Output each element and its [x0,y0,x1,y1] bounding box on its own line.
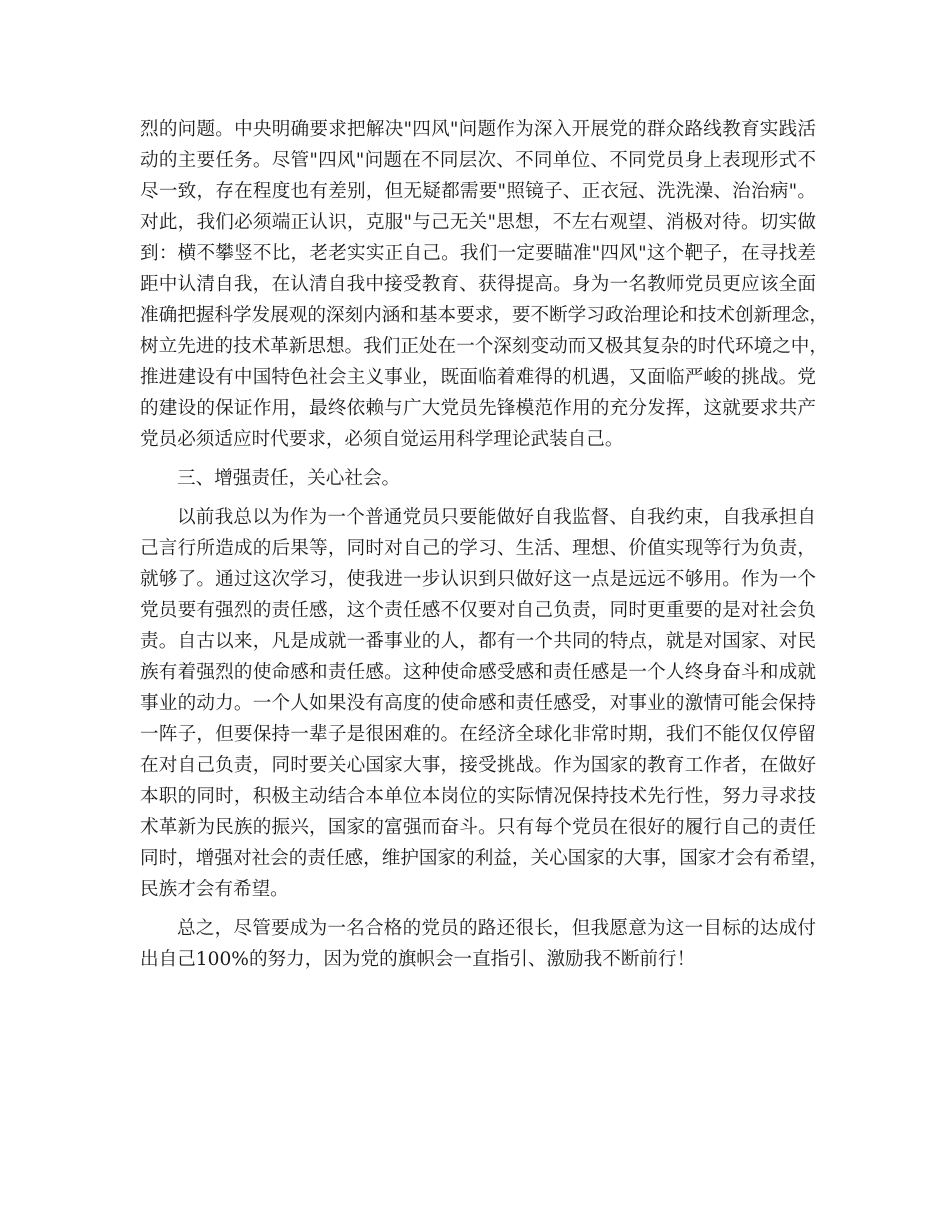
text-line: 烈的问题。中央明确要求把解决"四风"问题作为深入开展党的群众路线教育实践活 [140,119,816,140]
text-line: 己言行所造成的后果等，同时对自己的学习、生活、理想、价值实现等行为负责， [140,538,816,559]
text-line: 的建设的保证作用，最终依赖与广大党员先锋模范作用的充分发挥，这就要求共产 [140,398,816,419]
text-line: 距中认清自我，在认清自我中接受教育、获得提高。身为一名教师党员更应该全面 [140,274,816,295]
text-line: 总之，尽管要成为一名合格的党员的路还很长，但我愿意为这一目标的达成付 [177,918,816,939]
text-line: 在对自己负责，同时要关心国家大事，接受挑战。作为国家的教育工作者，在做好 [140,755,816,776]
section-heading [140,463,816,494]
text-line: 责。自古以来，凡是成就一番事业的人，都有一个共同的特点，就是对国家、对民 [140,631,816,652]
paragraph-continued [140,114,828,455]
text-line: 动的主要任务。尽管"四风"问题在不同层次、不同单位、不同党员身上表现形式不 [140,150,816,171]
text-line: 同时，增强对社会的责任感，维护国家的利益，关心国家的大事，国家才会有希望， [140,848,828,869]
text-line: 民族才会有希望。 [140,879,289,900]
heading-text: 三、增强责任，关心社会。 [177,468,401,489]
text-line: 术革新为民族的振兴，国家的富强而奋斗。只有每个党员在很好的履行自己的责任 [140,817,816,838]
text-line: 党员必须适应时代要求，必须自觉运用科学理论武装自己。 [140,429,624,450]
text-line: 一阵子，但要保持一辈子是很困难的。在经济全球化非常时期，我们不能仅仅停留 [140,724,816,745]
text-line: 就够了。通过这次学习，使我进一步认识到只做好这一点是远远不够用。作为一个 [140,569,816,590]
paragraph-responsibility [140,502,828,905]
text-line: 事业的动力。一个人如果没有高度的使命感和责任感受，对事业的激情可能会保持 [140,693,816,714]
text-line: 党员要有强烈的责任感，这个责任感不仅要对自己负责，同时更重要的是对社会负 [140,600,816,621]
text-line: 树立先进的技术革新思想。我们正处在一个深刻变动而又极其复杂的时代环境之中， [140,336,828,357]
text-line: 到：横不攀竖不比，老老实实正自己。我们一定要瞄准"四风"这个靶子，在寻找差 [140,243,816,264]
paragraph-conclusion [140,913,816,975]
text-line: 出自己100%的努力，因为党的旗帜会一直指引、激励我不断前行！ [140,949,696,970]
text-line: 准确把握科学发展观的深刻内涵和基本要求，要不断学习政治理论和技术创新理念， [140,305,828,326]
text-line: 以前我总以为作为一个普通党员只要能做好自我监督、自我约束，自我承担自 [177,507,816,528]
document-body [140,114,828,975]
text-line: 本职的同时，积极主动结合本单位本岗位的实际情况保持技术先行性，努力寻求技 [140,786,816,807]
text-line: 对此，我们必须端正认识，克服"与己无关"思想，不左右观望、消极对待。切实做 [140,212,816,233]
text-line: 尽一致，存在程度也有差别，但无疑都需要"照镜子、正衣冠、洗洗澡、治治病"。 [140,181,816,202]
text-line: 推进建设有中国特色社会主义事业，既面临着难得的机遇，又面临严峻的挑战。党 [140,367,816,388]
text-line: 族有着强烈的使命感和责任感。这种使命感受感和责任感是一个人终身奋斗和成就 [140,662,816,683]
